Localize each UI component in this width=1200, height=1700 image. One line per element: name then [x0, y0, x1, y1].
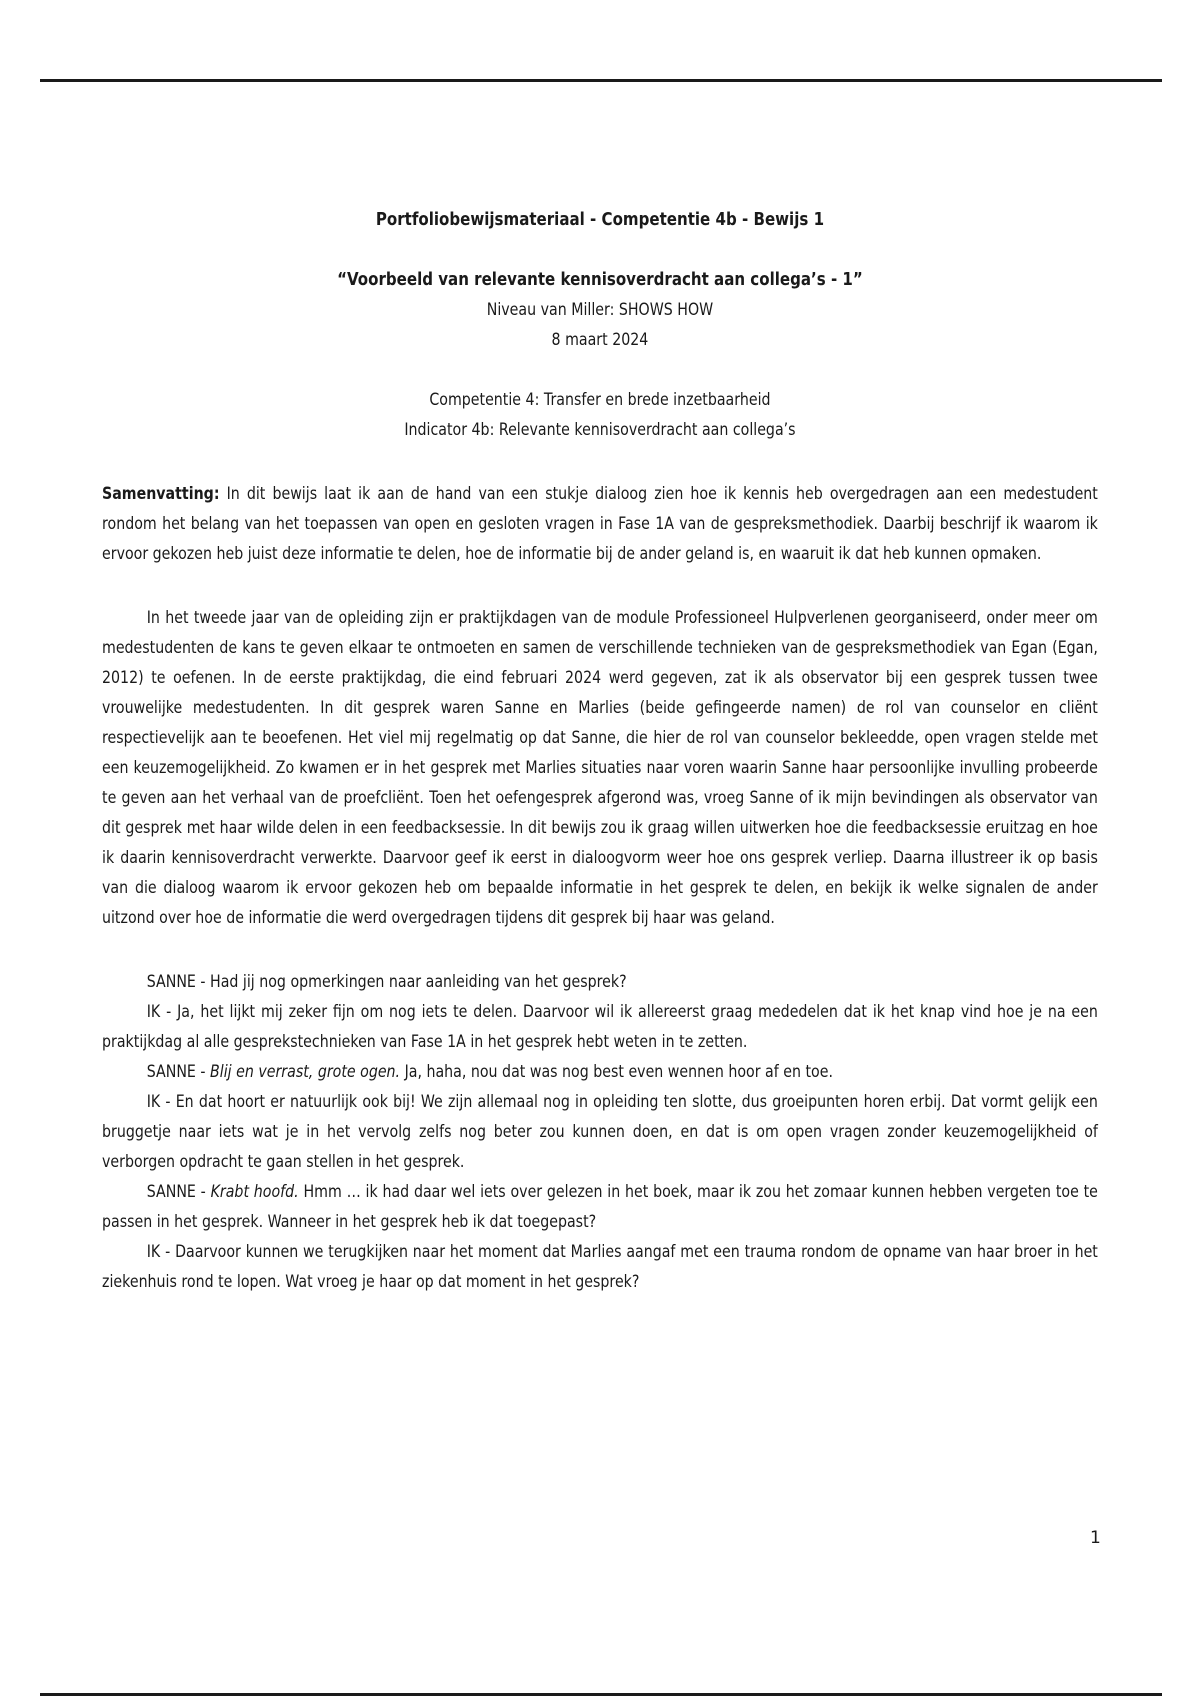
dialogue-action: Blij en verrast, grote ogen. — [210, 1062, 401, 1081]
dialogue-speaker: IK - — [146, 1002, 178, 1021]
document-date: 8 maart 2024 — [551, 330, 649, 349]
summary-paragraph — [102, 479, 1098, 569]
top-rule — [40, 79, 1162, 82]
dialogue-speaker: SANNE - — [146, 1182, 211, 1201]
miller-level: Niveau van Miller: SHOWS HOW — [486, 300, 714, 319]
dialogue-text: Ja, het lijkt mij zeker fijn om nog iets te delen. Daarvoor wil ik allereerst graag mededelen dat ik het knap vind hoe je na een praktijkdag al alle gesprekstechnieken van Fase 1A in het gesprek hebt weten in te zetten. — [102, 1002, 1098, 1051]
document-subtitle: “Voorbeeld van relevante kennisoverdracht aan collega’s - 1” — [337, 270, 863, 290]
page-number: 1 — [1090, 1528, 1101, 1548]
dialogue-text: Had jij nog opmerkingen naar aanleiding van het gesprek? — [210, 972, 627, 991]
dialogue-line — [102, 1177, 1098, 1237]
competence-line: Competentie 4: Transfer en brede inzetbaarheid — [429, 390, 771, 409]
dialogue-speaker: IK - — [146, 1092, 176, 1111]
dialogue-line — [102, 1057, 1098, 1087]
dialogue-speaker: SANNE - — [146, 972, 211, 991]
dialogue-speaker: IK - — [146, 1242, 176, 1261]
dialogue-line — [102, 1087, 1098, 1177]
document-title: Portfoliobewijsmateriaal - Competentie 4b - Bewijs 1 — [375, 210, 825, 230]
document-page — [102, 205, 1098, 1297]
dialogue-action: Krabt hoofd. — [210, 1182, 299, 1201]
dialogue-text: Hmm … ik had daar wel iets over gelezen in het boek, maar ik zou het zomaar kunnen hebben vergeten toe te passen in het gesprek. Wanneer in het gesprek heb ik dat toegepast? — [102, 1182, 1098, 1231]
bottom-rule — [40, 1693, 1162, 1696]
dialogue-text: En dat hoort er natuurlijk ook bij! We zijn allemaal nog in opleiding ten slotte, dus groeipunten horen erbij. Dat vormt gelijk een bruggetje naar iets wat je in het vervolg zelfs nog beter zou kunnen doen, en dat is om open vragen zonder keuzemogelijkheid of verborgen opdracht te gaan stellen in het gesprek. — [102, 1092, 1098, 1171]
indicator-line: Indicator 4b: Relevante kennisoverdracht aan collega’s — [404, 420, 796, 439]
dialogue-line — [102, 967, 1098, 997]
dialogue-line — [102, 1237, 1098, 1297]
dialogue-line — [102, 997, 1098, 1057]
dialogue-speaker: SANNE - — [146, 1062, 211, 1081]
summary-text: In dit bewijs laat ik aan de hand van een stukje dialoog zien hoe ik kennis heb overgedragen aan een medestudent rondom het belang van het toepassen van open en gesloten vragen in Fase 1A van de gespreksmethodiek. Daarbij beschrijf ik waarom ik ervoor gekozen heb juist deze informatie te delen, hoe de informatie bij de ander geland is, en waaruit ik dat heb kunnen opmaken. — [102, 484, 1098, 563]
summary-label: Samenvatting: — [102, 484, 220, 503]
dialogue-text: Ja, haha, nou dat was nog best even wennen hoor af en toe. — [400, 1062, 833, 1081]
body-paragraph: In het tweede jaar van de opleiding zijn er praktijkdagen van de module Professioneel Hulpverlenen georganiseerd, onder meer om medestudenten de kans te geven elkaar te ontmoeten en samen de verschillende technieken van de gespreksmethodiek van Egan (Egan, 2012) te oefenen. In de eerste praktijkdag, die eind februari 2024 werd gegeven, zat ik als observator bij een gesprek tussen twee vrouwelijke medestudenten. In dit gesprek waren Sanne en Marlies (beide gefingeerde namen) de rol van counselor en cliënt respectievelijk aan te beoefenen. Het viel mij regelmatig op dat Sanne, die hier de rol van counselor bekleedde, open vragen stelde met een keuzemogelijkheid. Zo kwamen er in het gesprek met Marlies situaties naar voren waarin Sanne haar persoonlijke invulling probeerde te geven aan het verhaal van de proefcliënt. Toen het oefengesprek afgerond was, vroeg Sanne of ik mijn bevindingen als observator van dit gesprek met haar wilde delen in een feedbacksessie. In dit bewijs zou ik graag willen uitwerken hoe die feedbacksessie eruitzag en hoe ik daarin kennisoverdracht verwerkte. Daarvoor geef ik eerst in dialoogvorm weer hoe ons gesprek verliep. Daarna illustreer ik op basis van die dialoog waarom ik ervoor gekozen heb om bepaalde informatie in het gesprek te delen, en bekijk ik welke signalen de ander uitzond over hoe de informatie die werd overgedragen tijdens dit gesprek bij haar was geland. — [102, 608, 1098, 927]
dialogue-text: Daarvoor kunnen we terugkijken naar het moment dat Marlies aangaf met een trauma rondom de opname van haar broer in het ziekenhuis rond te lopen. Wat vroeg je haar op dat moment in het gesprek? — [102, 1242, 1098, 1291]
